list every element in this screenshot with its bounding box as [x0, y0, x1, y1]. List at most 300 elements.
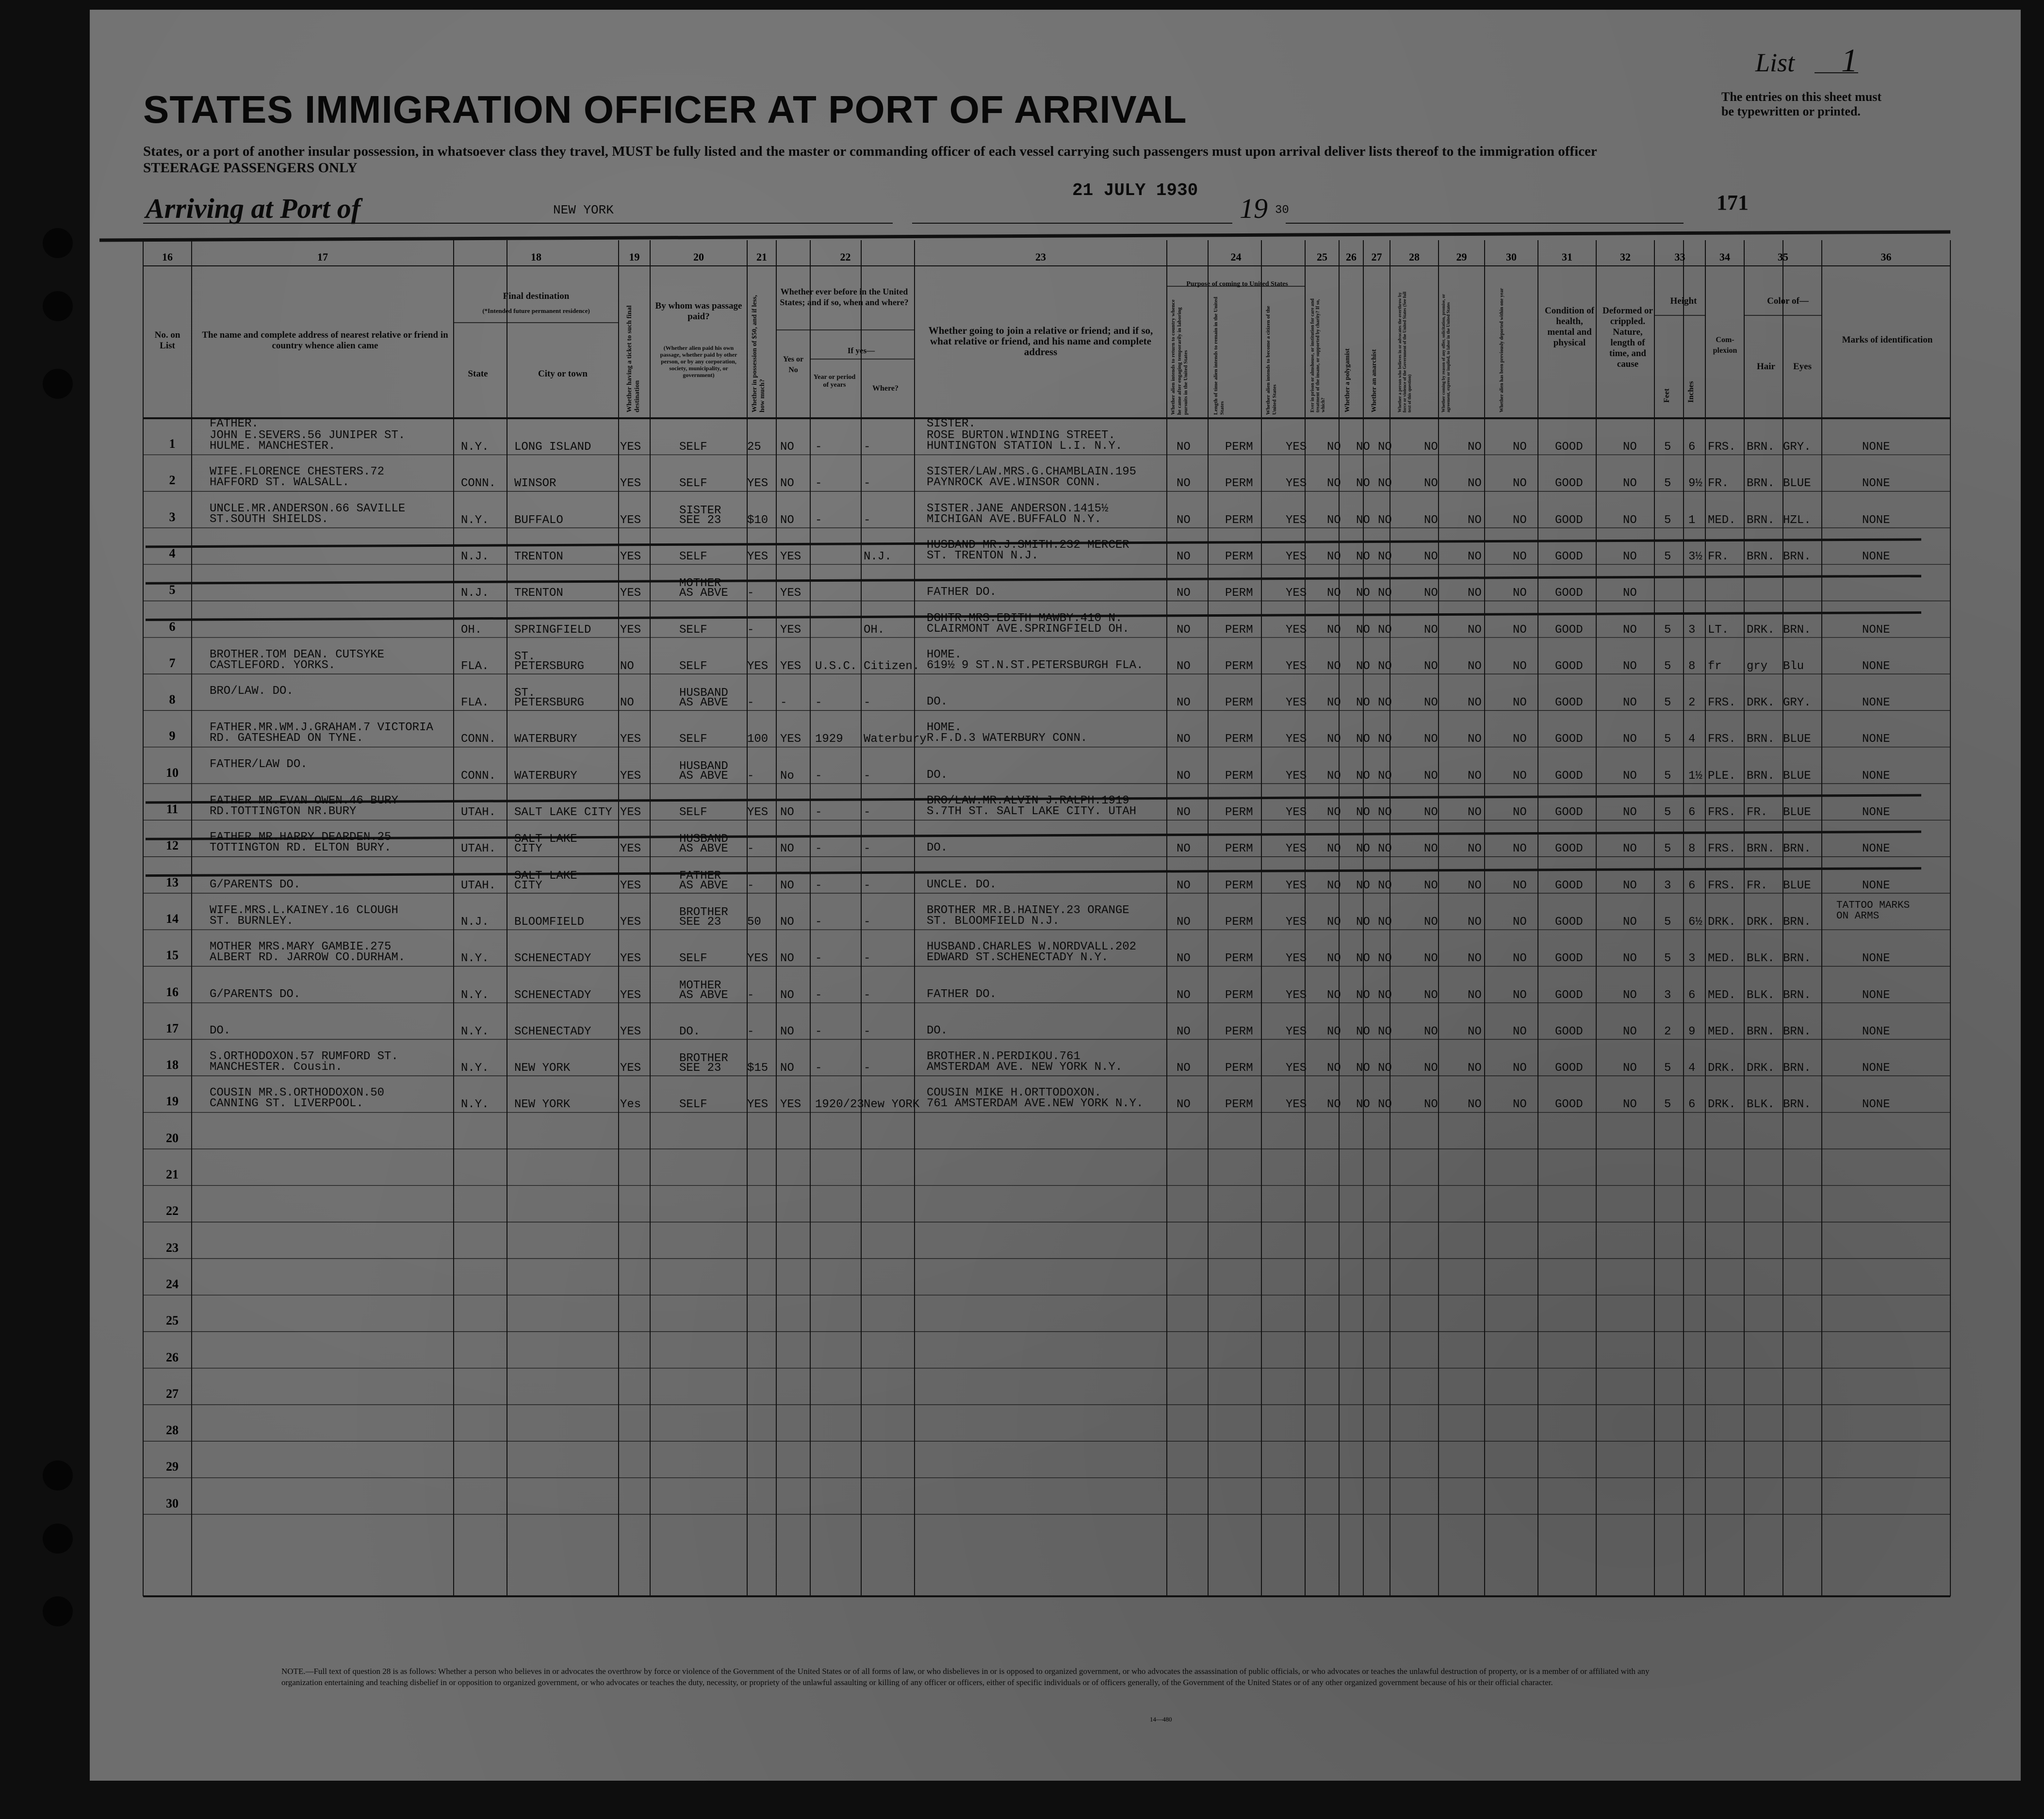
relative-cell: COUSIN MR.S.ORTHODOXON.50 [210, 1086, 385, 1100]
state-cell: UTAH. [461, 806, 496, 819]
polygamist-cell: NO [1356, 1098, 1370, 1112]
passage-paid-cell: AS ABVE [679, 988, 728, 1002]
header-overthrow: Whether a person who believes in or advocates the overthrow by force or violence of the Government of the United States (See full text of this question) [1397, 292, 1412, 412]
polygamist-cell: NO [1356, 550, 1370, 563]
before-yes-no-cell: NO [780, 806, 794, 819]
deported-cell: NO [1513, 806, 1527, 819]
deformed-cell: NO [1623, 733, 1637, 746]
row-number: 1 [169, 437, 176, 451]
contract-cell: NO [1468, 550, 1482, 563]
overthrow-cell: NO [1424, 513, 1438, 527]
complexion-cell: FR. [1708, 550, 1729, 563]
joining-cell: DO. [927, 695, 948, 709]
height-inches-cell: 3½ [1688, 550, 1702, 563]
complexion-cell: MED. [1708, 1025, 1736, 1038]
column-number: 21 [756, 251, 767, 263]
column-number: 20 [693, 251, 704, 263]
marks-cell: NONE [1862, 1025, 1890, 1038]
overthrow-cell: NO [1424, 915, 1438, 929]
polygamist-cell: NO [1356, 477, 1370, 491]
height-inches-cell: 9 [1688, 1025, 1696, 1038]
city-cell: CITY [514, 879, 542, 892]
overthrow-cell: NO [1424, 587, 1438, 600]
ticket-cell: YES [620, 441, 641, 454]
passage-paid-cell: SELF [679, 659, 707, 673]
ticket-cell: NO [620, 659, 634, 673]
relative-cell: S.ORTHODOXON.57 RUMFORD ST. [210, 1050, 398, 1064]
health-cell: GOOD [1555, 696, 1583, 710]
state-cell: N.Y. [461, 1062, 489, 1075]
anarchist-cell: NO [1378, 550, 1392, 563]
health-cell: GOOD [1555, 842, 1583, 856]
marks-cell: NONE [1862, 441, 1890, 454]
overthrow-cell: NO [1424, 988, 1438, 1002]
relative-cell: ST. BURNLEY. [210, 914, 294, 928]
subtitle: States, or a port of another insular possession, in whatsoever class they travel, MUST be fully listed and the master or commanding officer of each vessel carrying such passengers must upon arrival deliver lists thereof to the immigration officer [143, 144, 1597, 159]
contract-cell: NO [1468, 441, 1482, 454]
purpose-return-cell: NO [1177, 806, 1191, 819]
purpose-return-cell: NO [1177, 441, 1191, 454]
joining-cell: ST. BLOOMFIELD N.J. [927, 914, 1060, 928]
health-cell: GOOD [1555, 441, 1583, 454]
row-number: 8 [169, 692, 176, 707]
row-number: 17 [166, 1021, 179, 1035]
header-anarchist: Whether an anarchist [1371, 349, 1378, 412]
before-yes-no-cell: NO [780, 477, 794, 491]
marks-cell: NONE [1862, 733, 1890, 746]
before-yes-no-cell: YES [780, 550, 801, 563]
before-year-cell: - [815, 769, 822, 783]
marks-cell: NONE [1862, 1098, 1890, 1112]
health-cell: GOOD [1555, 550, 1583, 563]
anarchist-cell: NO [1378, 513, 1392, 527]
height-inches-cell: 9½ [1688, 477, 1702, 491]
before-yes-no-cell: YES [780, 587, 801, 600]
contract-cell: NO [1468, 513, 1482, 527]
marks-cell: NONE [1862, 477, 1890, 491]
passage-paid-cell: BROTHER [679, 1052, 728, 1065]
marks-cell: TATTOO MARKS [1836, 900, 1910, 911]
ticket-cell: YES [620, 513, 641, 527]
overthrow-cell: NO [1424, 550, 1438, 563]
deported-cell: NO [1513, 769, 1527, 783]
relative-cell: FATHER/LAW DO. [210, 757, 308, 771]
header-complexion: Com-plexion [1713, 336, 1737, 355]
row-number: 29 [166, 1459, 179, 1474]
purpose-length-cell: PERM [1225, 1098, 1253, 1112]
header-marks: Marks of identification [1842, 335, 1933, 345]
purpose-return-cell: NO [1177, 1025, 1191, 1038]
row-number: 9 [169, 729, 176, 743]
passage-paid-cell: AS ABVE [679, 769, 728, 783]
purpose-length-cell: PERM [1225, 842, 1253, 856]
purpose-length-cell: PERM [1225, 915, 1253, 929]
purpose-return-cell: NO [1177, 733, 1191, 746]
header-before-in-us: Whether ever before in the United States; and if so, when and where? [780, 287, 909, 307]
row-number: 10 [166, 765, 179, 780]
height-inches-cell: 3 [1688, 952, 1696, 966]
deformed-cell: NO [1623, 696, 1637, 710]
joining-cell: BROTHER MR.B.HAINEY.23 ORANGE [927, 903, 1129, 917]
header-ticket: Whether having a ticket to such final destination [626, 305, 641, 412]
deformed-cell: NO [1623, 879, 1637, 892]
column-number: 34 [1719, 251, 1730, 263]
passage-paid-cell: FATHER [679, 869, 721, 883]
purpose-citizen-cell: YES [1286, 696, 1307, 710]
purpose-citizen-cell: YES [1286, 733, 1307, 746]
before-yes-no-cell: NO [780, 952, 794, 966]
marks-cell: NONE [1862, 806, 1890, 819]
relative-cell: JOHN E.SEVERS.56 JUNIPER ST. [210, 429, 406, 442]
height-feet-cell: 5 [1664, 1062, 1671, 1075]
health-cell: GOOD [1555, 915, 1583, 929]
deformed-cell: NO [1623, 1062, 1637, 1075]
marks-cell: NONE [1862, 550, 1890, 563]
row-number: 5 [169, 583, 176, 597]
joining-cell: FATHER DO. [927, 987, 997, 1001]
eyes-cell: BRN. [1783, 915, 1811, 929]
row-number: 28 [166, 1423, 179, 1438]
state-cell: OH. [461, 623, 482, 637]
marks-cell: NONE [1862, 659, 1890, 673]
money-cell: YES [747, 659, 769, 673]
city-cell: TRENTON [514, 550, 563, 563]
prison-cell: NO [1327, 988, 1341, 1002]
ticket-cell: YES [620, 988, 641, 1002]
hair-cell: BRN. [1747, 769, 1775, 783]
money-cell: - [747, 988, 754, 1002]
health-cell: GOOD [1555, 513, 1583, 527]
before-yes-no-cell: YES [780, 623, 801, 637]
passage-paid-cell: SELF [679, 441, 707, 454]
purpose-citizen-cell: YES [1286, 879, 1307, 892]
row-number: 19 [166, 1094, 179, 1109]
money-cell: YES [747, 952, 769, 966]
header-city: City or town [538, 369, 588, 379]
arriving-label: Arriving at Port of [146, 193, 361, 224]
deported-cell: NO [1513, 513, 1527, 527]
eyes-cell: BRN. [1783, 952, 1811, 966]
relative-cell: FATHER.MR.WM.J.GRAHAM.7 VICTORIA [210, 721, 433, 735]
polygamist-cell: NO [1356, 587, 1370, 600]
before-year-cell: - [815, 915, 822, 929]
header-deported: Whether alien has been previously deported within one year [1499, 288, 1504, 412]
deported-cell: NO [1513, 1025, 1527, 1038]
polygamist-cell: NO [1356, 988, 1370, 1002]
hair-cell: FR. [1747, 806, 1768, 819]
city-cell: SCHENECTADY [514, 1025, 591, 1038]
anarchist-cell: NO [1378, 733, 1392, 746]
header-color-of: Color of— [1767, 296, 1809, 306]
before-year-cell: - [815, 441, 822, 454]
column-number: 32 [1620, 251, 1631, 263]
height-feet-cell: 5 [1664, 441, 1671, 454]
contract-cell: NO [1468, 806, 1482, 819]
anarchist-cell: NO [1378, 1025, 1392, 1038]
before-yes-no-cell: NO [780, 842, 794, 856]
joining-cell: UNCLE. DO. [927, 878, 997, 891]
money-cell: $10 [747, 513, 769, 527]
before-year-cell: - [815, 477, 822, 491]
purpose-citizen-cell: YES [1286, 623, 1307, 637]
joining-cell: DO. [927, 768, 948, 782]
height-feet-cell: 2 [1664, 1025, 1671, 1038]
health-cell: GOOD [1555, 477, 1583, 491]
height-inches-cell: 6 [1688, 988, 1696, 1002]
joining-cell: MICHIGAN AVE.BUFFALO N.Y. [927, 512, 1102, 526]
ticket-cell: Yes [620, 1098, 641, 1112]
anarchist-cell: NO [1378, 769, 1392, 783]
deported-cell: NO [1513, 1098, 1527, 1112]
purpose-return-cell: NO [1177, 915, 1191, 929]
purpose-length-cell: PERM [1225, 477, 1253, 491]
relative-cell: MOTHER MRS.MARY GAMBIE.275 [210, 940, 392, 954]
prison-cell: NO [1327, 513, 1341, 527]
joining-cell: EDWARD ST.SCHENECTADY N.Y. [927, 951, 1109, 965]
relative-cell: WIFE.FLORENCE CHESTERS.72 [210, 465, 385, 479]
prison-cell: NO [1327, 769, 1341, 783]
height-feet-cell: 5 [1664, 477, 1671, 491]
form-number: 14—480 [1150, 1716, 1172, 1723]
health-cell: GOOD [1555, 733, 1583, 746]
height-inches-cell: 8 [1688, 842, 1696, 856]
health-cell: GOOD [1555, 1025, 1583, 1038]
before-year-cell: - [815, 513, 822, 527]
state-cell: N.Y. [461, 952, 489, 966]
city-cell: SALT LAKE [514, 833, 577, 846]
joining-cell: SISTER/LAW.MRS.G.CHAMBLAIN.195 [927, 465, 1137, 479]
overthrow-cell: NO [1424, 1025, 1438, 1038]
contract-cell: NO [1468, 1025, 1482, 1038]
hair-cell: DRK. [1747, 1062, 1775, 1075]
height-feet-cell: 5 [1664, 623, 1671, 637]
ticket-cell: YES [620, 1062, 641, 1075]
eyes-cell: Blu [1783, 659, 1804, 673]
joining-cell: SISTER.JANE ANDERSON.1415½ [927, 502, 1109, 515]
overthrow-cell: NO [1424, 842, 1438, 856]
passage-paid-cell: HUSBAND [679, 687, 728, 700]
purpose-return-cell: NO [1177, 696, 1191, 710]
city-cell: SALT LAKE [514, 869, 577, 883]
before-where-cell: - [864, 513, 871, 527]
health-cell: GOOD [1555, 769, 1583, 783]
money-cell: - [747, 623, 754, 637]
eyes-cell: BRN. [1783, 550, 1811, 563]
city-cell: WINSOR [514, 477, 556, 491]
relative-cell: UNCLE.MR.ANDERSON.66 SAVILLE [210, 502, 406, 515]
purpose-citizen-cell: YES [1286, 477, 1307, 491]
marks-cell: NONE [1862, 513, 1890, 527]
overthrow-cell: NO [1424, 1098, 1438, 1112]
health-cell: GOOD [1555, 659, 1583, 673]
before-where-cell: - [864, 1025, 871, 1038]
city-cell: WATERBURY [514, 769, 577, 783]
passage-paid-cell: SELF [679, 477, 707, 491]
hair-cell: BRN. [1747, 842, 1775, 856]
eyes-cell: BLUE [1783, 879, 1811, 892]
relative-cell: HULME. MANCHESTER. [210, 440, 336, 453]
before-where-cell: - [864, 769, 871, 783]
prison-cell: NO [1327, 477, 1341, 491]
anarchist-cell: NO [1378, 623, 1392, 637]
eyes-cell: BRN. [1783, 842, 1811, 856]
purpose-return-cell: NO [1177, 477, 1191, 491]
before-yes-no-cell: NO [780, 441, 794, 454]
before-where-cell: - [864, 477, 871, 491]
joining-cell: SISTER. [927, 417, 976, 430]
passage-paid-cell: MOTHER [679, 979, 721, 992]
column-number: 17 [317, 251, 328, 263]
city-cell: NEW YORK [514, 1098, 571, 1112]
ticket-cell: YES [620, 842, 641, 856]
entries-note: be typewritten or printed. [1721, 104, 1861, 118]
overthrow-cell: NO [1424, 659, 1438, 673]
purpose-length-cell: PERM [1225, 879, 1253, 892]
state-cell: N.Y. [461, 1025, 489, 1038]
list-label: List [1755, 48, 1795, 77]
city-cell: SCHENECTADY [514, 952, 591, 966]
complexion-cell: FRS. [1708, 696, 1736, 710]
passage-paid-cell: AS ABVE [679, 587, 728, 600]
complexion-cell: MED. [1708, 513, 1736, 527]
joining-cell: CLAIRMONT AVE.SPRINGFIELD OH. [927, 622, 1129, 636]
relative-cell: BROTHER.TOM DEAN. CUTSYKE [210, 648, 385, 661]
joining-cell: HUSBAND MR.J.SMITH.232 MERCER [927, 538, 1129, 552]
complexion-cell: FRS. [1708, 441, 1736, 454]
purpose-return-cell: NO [1177, 659, 1191, 673]
purpose-citizen-cell: YES [1286, 441, 1307, 454]
contract-cell: NO [1468, 988, 1482, 1002]
before-where-cell: - [864, 1062, 871, 1075]
page-title: STATES IMMIGRATION OFFICER AT PORT OF ARRIVAL [143, 88, 1187, 131]
state-cell: UTAH. [461, 842, 496, 856]
purpose-return-cell: NO [1177, 550, 1191, 563]
deported-cell: NO [1513, 952, 1527, 966]
header-where: Where? [872, 384, 899, 393]
city-cell: SCHENECTADY [514, 988, 591, 1002]
prison-cell: NO [1327, 441, 1341, 454]
purpose-return-cell: NO [1177, 842, 1191, 856]
contract-cell: NO [1468, 1062, 1482, 1075]
overthrow-cell: NO [1424, 952, 1438, 966]
passage-paid-cell: SELF [679, 550, 707, 563]
purpose-citizen-cell: YES [1286, 513, 1307, 527]
purpose-length-cell: PERM [1225, 806, 1253, 819]
relative-cell: ST.SOUTH SHIELDS. [210, 512, 328, 526]
column-number: 27 [1371, 251, 1382, 263]
joining-cell: DO. [927, 1024, 948, 1037]
column-number: 31 [1562, 251, 1572, 263]
height-feet-cell: 5 [1664, 733, 1671, 746]
column-number: 18 [531, 251, 541, 263]
purpose-citizen-cell: YES [1286, 915, 1307, 929]
polygamist-cell: NO [1356, 769, 1370, 783]
state-cell: N.Y. [461, 988, 489, 1002]
contract-cell: NO [1468, 477, 1482, 491]
prison-cell: NO [1327, 879, 1341, 892]
deported-cell: NO [1513, 623, 1527, 637]
column-number: 23 [1035, 251, 1046, 263]
hair-cell: BLK. [1747, 988, 1775, 1002]
before-year-cell: - [815, 879, 822, 892]
money-cell: YES [747, 1098, 769, 1112]
city-cell: ST. [514, 687, 536, 700]
deported-cell: NO [1513, 842, 1527, 856]
eyes-cell: BRN. [1783, 988, 1811, 1002]
ticket-cell: YES [620, 806, 641, 819]
row-number: 12 [166, 838, 179, 853]
row-number: 22 [166, 1204, 179, 1218]
passage-paid-cell: AS ABVE [679, 696, 728, 710]
anarchist-cell: NO [1378, 1098, 1392, 1112]
relative-cell: CANNING ST. LIVERPOOL. [210, 1097, 363, 1111]
header-no-on-list: No. on List [154, 330, 180, 351]
before-yes-no-cell: YES [780, 1098, 801, 1112]
marks-cell: NONE [1862, 988, 1890, 1002]
contract-cell: NO [1468, 842, 1482, 856]
joining-cell: BROTHER.N.PERDIKOU.761 [927, 1050, 1080, 1064]
before-yes-no-cell: NO [780, 879, 794, 892]
before-where-cell: N.J. [864, 550, 892, 563]
before-year-cell: - [815, 806, 822, 819]
height-inches-cell: 1 [1688, 513, 1696, 527]
anarchist-cell: NO [1378, 952, 1392, 966]
passage-paid-cell: SEE 23 [679, 513, 721, 527]
deformed-cell: NO [1623, 915, 1637, 929]
contract-cell: NO [1468, 769, 1482, 783]
header-year-period: Year or period of years [813, 374, 856, 389]
contract-cell: NO [1468, 879, 1482, 892]
purpose-return-cell: NO [1177, 879, 1191, 892]
complexion-cell: MED. [1708, 952, 1736, 966]
purpose-return-cell: NO [1177, 1098, 1191, 1112]
header-passage-paid-note: (Whether alien paid his own passage, whether paid by other person, or by any corporation, society, municipality, or government) [660, 344, 737, 378]
purpose-length-cell: PERM [1225, 441, 1253, 454]
prison-cell: NO [1327, 696, 1341, 710]
polygamist-cell: NO [1356, 842, 1370, 856]
eyes-cell: BRN. [1783, 1025, 1811, 1038]
polygamist-cell: NO [1356, 696, 1370, 710]
deported-cell: NO [1513, 1062, 1527, 1075]
steerage-note: STEERAGE PASSENGERS ONLY [143, 160, 358, 176]
height-feet-cell: 5 [1664, 696, 1671, 710]
contract-cell: NO [1468, 952, 1482, 966]
row-number: 30 [166, 1496, 179, 1510]
passage-paid-cell: BROTHER [679, 905, 728, 919]
deformed-cell: NO [1623, 513, 1637, 527]
row-number: 24 [166, 1277, 179, 1291]
header-eyes: Eyes [1793, 361, 1812, 372]
height-inches-cell: 1½ [1688, 769, 1702, 783]
eyes-cell: GRY. [1783, 441, 1811, 454]
before-year-cell: U.S.C. [815, 659, 857, 673]
purpose-return-cell: NO [1177, 623, 1191, 637]
deported-cell: NO [1513, 733, 1527, 746]
anarchist-cell: NO [1378, 988, 1392, 1002]
before-year-cell: - [815, 696, 822, 710]
height-inches-cell: 6½ [1688, 915, 1702, 929]
prison-cell: NO [1327, 1062, 1341, 1075]
prison-cell: NO [1327, 1025, 1341, 1038]
height-feet-cell: 5 [1664, 769, 1671, 783]
prison-cell: NO [1327, 842, 1341, 856]
passage-paid-cell: SELF [679, 952, 707, 966]
column-number: 29 [1456, 251, 1467, 263]
city-cell: ST. [514, 650, 536, 663]
money-cell: - [747, 879, 754, 892]
complexion-cell: MED. [1708, 988, 1736, 1002]
health-cell: GOOD [1555, 1062, 1583, 1075]
